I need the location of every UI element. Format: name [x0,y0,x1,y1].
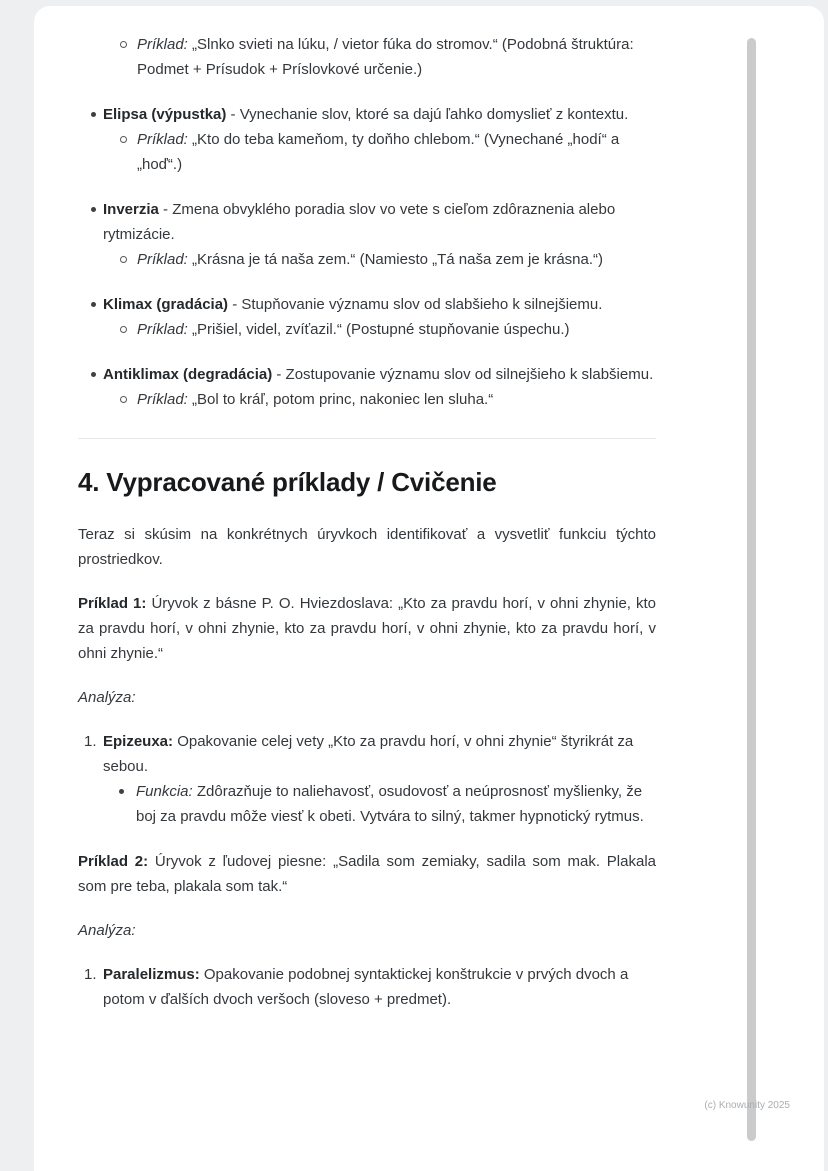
term-line [78,362,656,387]
term-text [103,102,656,127]
document-page [34,6,824,1171]
example-body: „Slnko svieti na lúku, / vietor fúka do stromov.“ (Podobná štruktúra: Podmet + Prísudok + Príslovkové určenie.) [137,36,634,78]
analysis-body: Opakovanie celej vety „Kto za pravdu horí, v ohni zhynie“ štyrikrát za sebou. [103,733,634,775]
example-body: „Kto do teba kameňom, ty doňho chlebom.“ (Vynechané „hodí“ a „hoď“.) [137,131,620,173]
disc-bullet-icon [119,789,124,794]
term-label: Elipsa (výpustka) [103,106,227,123]
list-number: 1. [84,733,97,750]
scrollbar-thumb[interactable] [747,38,756,1141]
term-desc: - Zostupovanie významu slov od silnejšieho k slabšiemu. [272,366,654,383]
circle-bullet-icon [120,41,127,48]
example-line [78,127,656,177]
example-text [137,127,656,177]
analysis-body: Opakovanie podobnej syntaktickej konštrukcie v prvých dvoch a potom v ďalších dvoch veršoch (sloveso + predmet). [103,966,629,1008]
numbered-item-text [103,729,656,779]
term-list-item [78,102,656,177]
analysis-term: Paralelizmus: [103,966,200,983]
disc-bullet-icon [91,302,96,307]
example-2-label: Príklad 2: [78,853,149,870]
example-text [137,32,656,82]
term-list-item [78,292,656,342]
term-desc: - Stupňovanie významu slov od slabšieho k silnejšiemu. [228,296,603,313]
list-number: 1. [84,966,97,983]
analysis-term: Epizeuxa: [103,733,174,750]
example-2-text: Úryvok z ľudovej piesne: „Sadila som zemiaky, sadila som mak. Plakala som pre teba, plakala som tak.“ [78,853,656,895]
function-body: Zdôrazňuje to naliehavosť, osudovosť a neúprosnosť myšlienky, že boj za pravdu môže viesť k obeti. Vytvára to silný, takmer hypnotický rytmus. [136,783,644,825]
term-line [78,102,656,127]
example-label: Príklad: [137,321,188,338]
example-label: Príklad: [137,36,188,53]
function-line [78,779,656,829]
term-line [78,197,656,247]
document-content [78,32,656,1032]
term-label: Klimax (gradácia) [103,296,229,313]
numbered-item-text [103,962,656,1012]
disc-bullet-icon [91,207,96,212]
example-1-label: Príklad 1: [78,595,147,612]
term-label: Inverzia [103,201,159,218]
example-line [78,387,656,412]
section-divider [78,438,656,439]
disc-bullet-icon [91,372,96,377]
example-text [137,317,656,342]
example-text [137,387,656,412]
circle-bullet-icon [120,396,127,403]
term-desc: - Vynechanie slov, ktoré sa dajú ľahko domyslieť z kontextu. [226,106,629,123]
term-list-item [78,362,656,412]
term-text [103,197,656,247]
term-label: Antiklimax (degradácia) [103,366,273,383]
example-1-paragraph [78,591,656,666]
intro-paragraph: Teraz si skúsim na konkrétnych úryvkoch identifikovať a vysvetliť funkciu týchto prostriedkov. [78,526,656,568]
analysis-1-list [78,729,656,829]
example-body: „Prišiel, videl, zvíťazil.“ (Postupné stupňovanie úspechu.) [187,321,570,338]
circle-bullet-icon [120,136,127,143]
example-body: „Bol to kráľ, potom princ, nakoniec len sluha.“ [187,391,494,408]
example-body: „Krásna je tá naša zem.“ (Namiesto „Tá naša zem je krásna.“) [187,251,604,268]
list-item-continuation [78,32,656,82]
example-label: Príklad: [137,131,188,148]
disc-bullet-icon [91,112,96,117]
circle-bullet-icon [120,326,127,333]
example-text [137,247,656,272]
function-text [136,779,656,829]
numbered-item [78,962,656,1012]
example-label: Príklad: [137,391,188,408]
term-list-item [78,197,656,272]
analysis-label-1: Analýza: [78,689,136,706]
example-line [78,32,656,82]
analysis-2-list [78,962,656,1012]
circle-bullet-icon [120,256,127,263]
term-text [103,292,656,317]
term-text [103,362,656,387]
copyright-watermark: (c) Knowunity 2025 [704,1100,790,1111]
term-desc: - Zmena obvyklého poradia slov vo vete s cieľom zdôraznenia alebo rytmizácie. [103,201,616,243]
example-line [78,317,656,342]
example-line [78,247,656,272]
example-label: Príklad: [137,251,188,268]
numbered-item [78,729,656,779]
example-2-paragraph [78,849,656,899]
section-heading: 4. Vypracované príklady / Cvičenie [78,467,497,497]
example-1-text: Úryvok z básne P. O. Hviezdoslava: „Kto za pravdu horí, v ohni zhynie, kto za pravdu horí, v ohni zhynie, kto za pravdu horí, v ohni zhynie, kto za pravdu horí, v ohni zhynie.“ [78,595,657,662]
analysis-label-2: Analýza: [78,922,136,939]
function-label: Funkcia: [136,783,193,800]
term-line [78,292,656,317]
